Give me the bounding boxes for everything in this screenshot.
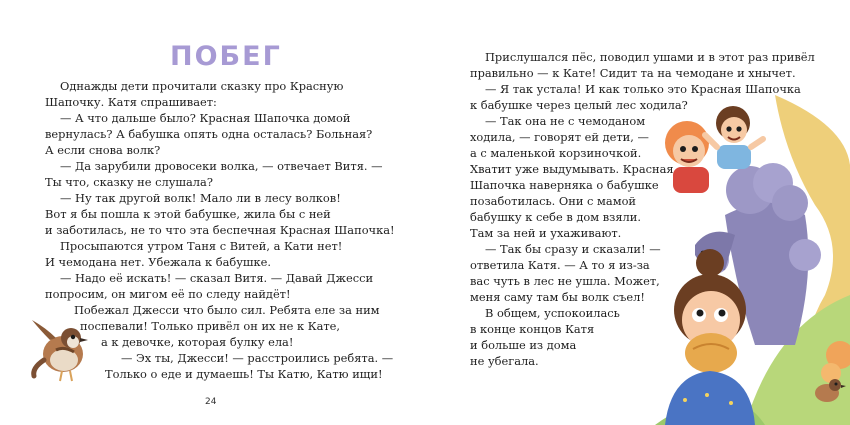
text-line: ответила Катя. — А то я из-за bbox=[470, 258, 650, 272]
text-line: Однажды дети прочитали сказку про Красную bbox=[60, 79, 344, 93]
text-line: — Ну так другой волк! Мало ли в лесу волков! bbox=[60, 191, 341, 205]
text-line: и заботилась, не то что эта беспечная Красная Шапочка! bbox=[45, 223, 395, 237]
text-line: ходила, — говорят ей дети, — bbox=[470, 130, 649, 144]
text-line: правильно — к Кате! Сидит та на чемодане и хнычет. bbox=[470, 66, 796, 80]
story-title: ПОБЕГ bbox=[170, 41, 282, 72]
text-line: попросим, он мигом её по следу найдёт! bbox=[45, 287, 291, 301]
text-line: — Эх ты, Джесси! — расстроились ребята. — bbox=[121, 351, 394, 365]
text-line: — Так бы сразу и сказали! — bbox=[485, 242, 661, 256]
text-line: — А что дальше было? Красная Шапочка домой bbox=[60, 111, 351, 125]
text-line: и больше из дома bbox=[470, 338, 577, 352]
text-line: поспевали! Только привёл он их не к Кате, bbox=[80, 319, 341, 333]
text-line: в конце концов Катя bbox=[470, 322, 595, 336]
text-line: В общем, успокоилась bbox=[485, 306, 620, 320]
text-line: Только о еде и думаешь! Ты Катю, Катю ищи! bbox=[105, 367, 383, 381]
text-line: Просыпаются утром Таня с Витей, а Кати нет! bbox=[60, 239, 343, 253]
sparrow-illustration bbox=[26, 310, 98, 386]
text-line: Там за ней и ухаживают. bbox=[470, 226, 622, 240]
children-with-poodle-illustration bbox=[655, 95, 850, 425]
text-line: позаботилась. Они с мамой bbox=[470, 194, 637, 208]
text-line: а с маленькой корзиночкой. bbox=[470, 146, 642, 160]
text-line: к бабушке через целый лес ходила? bbox=[470, 98, 688, 112]
text-line: Хватит уже выдумывать. Красная bbox=[470, 162, 674, 176]
text-line: бабушку к себе в дом взяли. bbox=[470, 210, 641, 224]
text-line: — Я так устала! И как только это Красная Шапочка bbox=[485, 82, 801, 96]
text-line: Шапочка наверняка о бабушке bbox=[470, 178, 659, 192]
text-line: — Так она не с чемоданом bbox=[485, 114, 646, 128]
text-line: Шапочку. Катя спрашивает: bbox=[45, 95, 217, 109]
text-line: а к девочке, которая булку ела! bbox=[101, 335, 294, 349]
text-line: И чемодана нет. Убежала к бабушке. bbox=[45, 255, 271, 269]
text-line: А если снова волк? bbox=[45, 143, 161, 157]
text-line: Прислушался пёс, поводил ушами и в этот раз привёл bbox=[485, 50, 815, 64]
text-line: Побежал Джесси что было сил. Ребята еле за ним bbox=[74, 303, 380, 317]
page-number: 24 bbox=[205, 397, 217, 407]
text-line: не убегала. bbox=[470, 354, 539, 368]
text-line: Вот я бы пошла к этой бабушке, жила бы с ней bbox=[45, 207, 331, 221]
right-page bbox=[425, 0, 850, 425]
text-line: меня саму там бы волк съел! bbox=[470, 290, 645, 304]
text-line: Ты что, сказку не слушала? bbox=[45, 175, 213, 189]
text-line: вас чуть в лес не ушла. Может, bbox=[470, 274, 660, 288]
text-line: вернулась? А бабушка опять одна осталась? Больная? bbox=[45, 127, 373, 141]
text-line: — Да зарубили дровосеки волка, — отвечает Витя. — bbox=[60, 159, 383, 173]
text-line: — Надо её искать! — сказал Витя. — Давай Джесси bbox=[60, 271, 374, 285]
